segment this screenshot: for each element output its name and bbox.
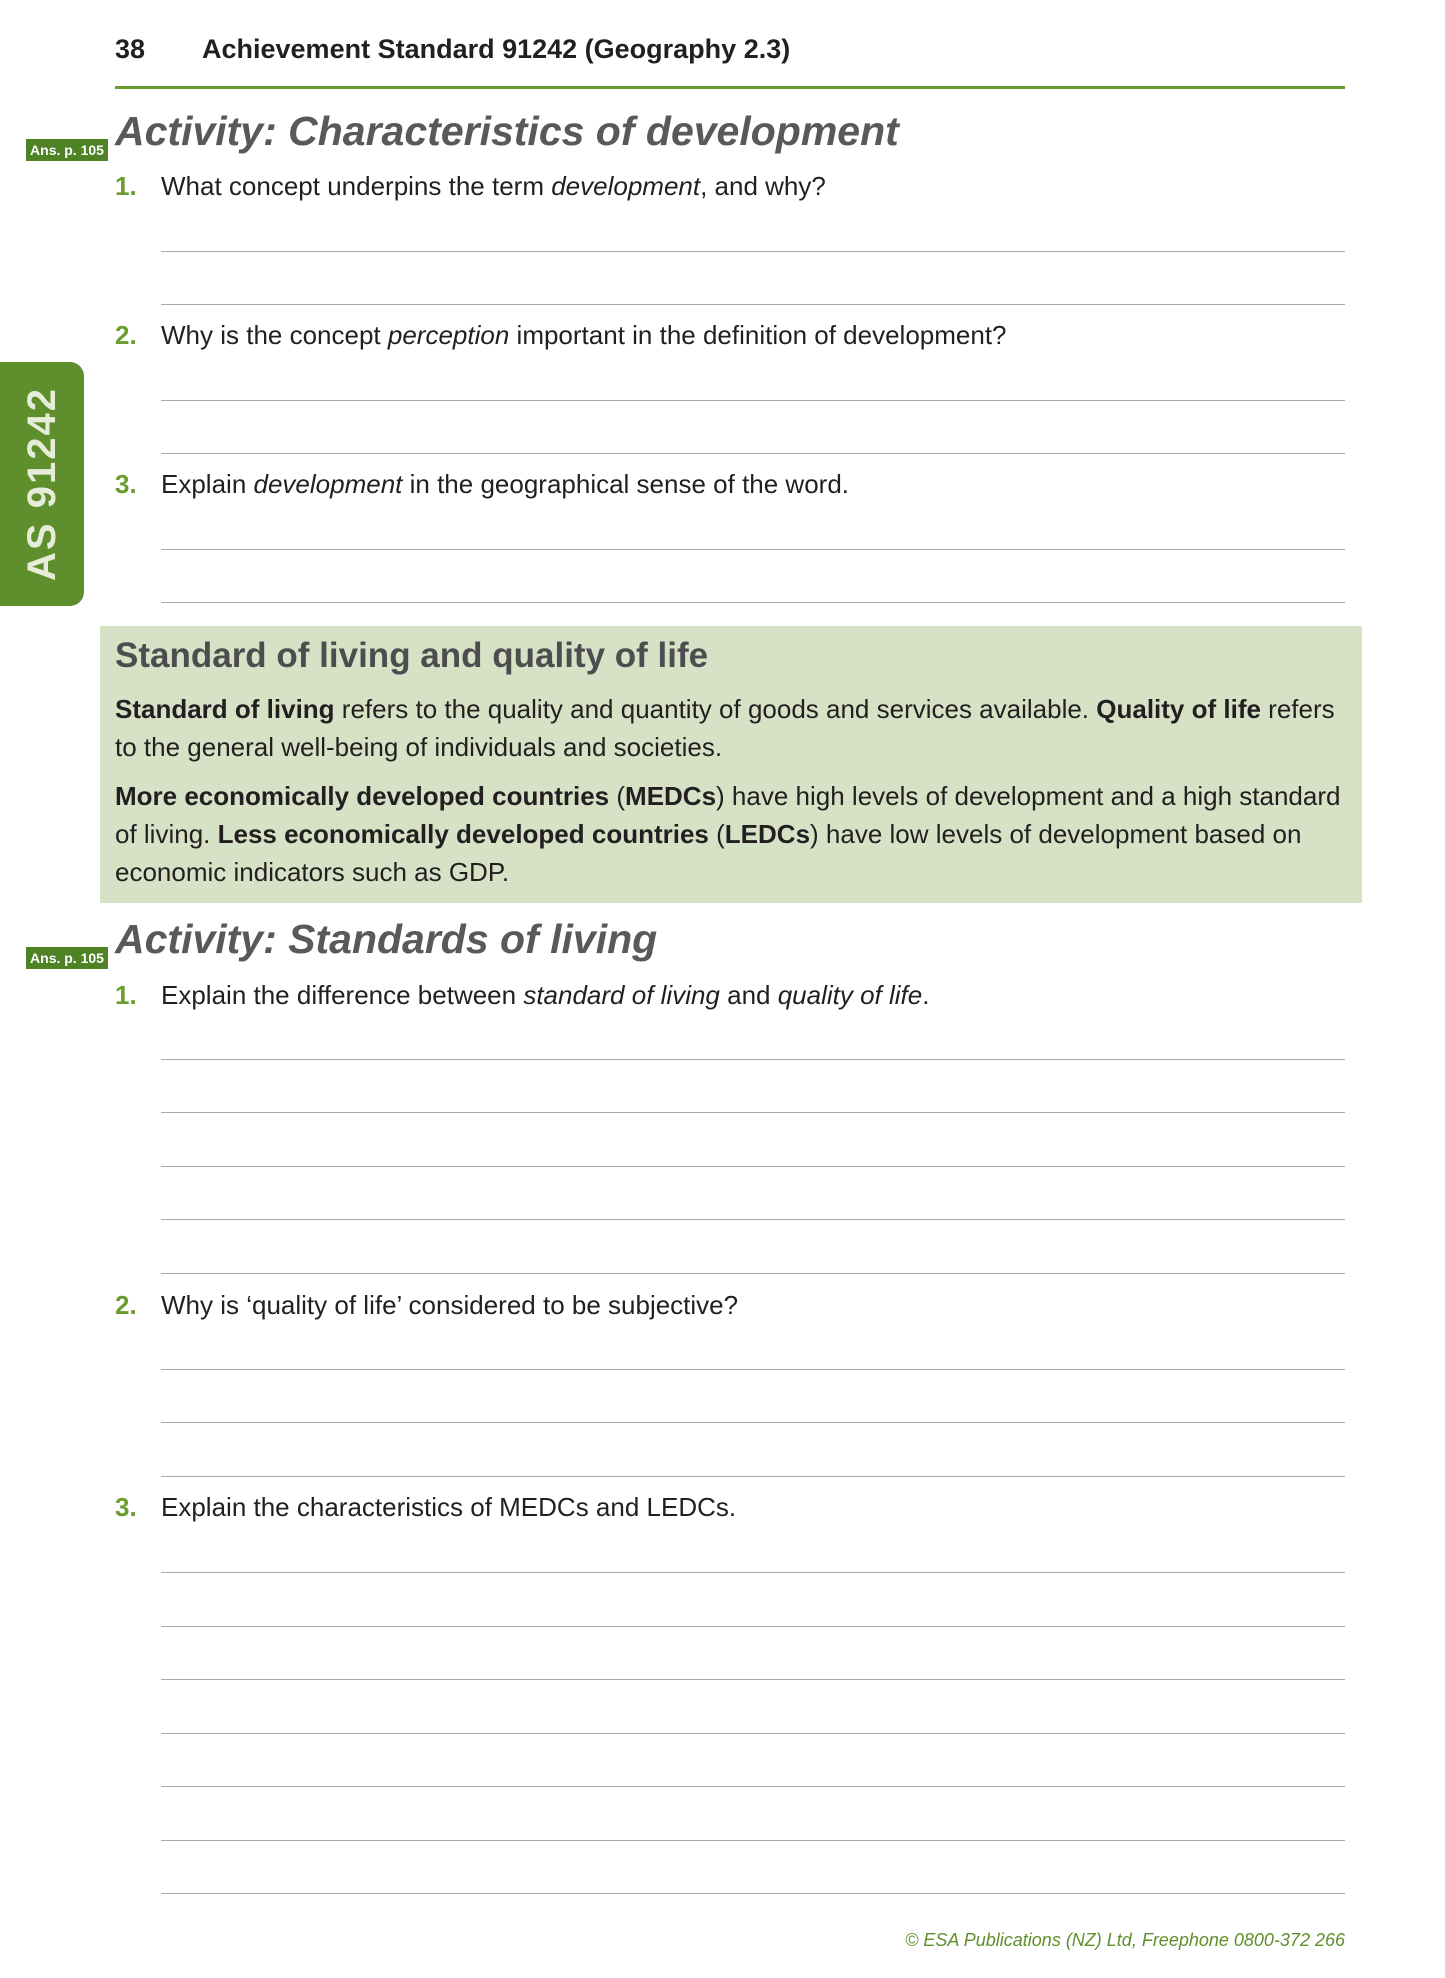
side-tab-label: AS 91242 — [20, 387, 64, 581]
question-number: 1. — [115, 171, 137, 201]
question-number: 1. — [115, 980, 137, 1010]
term: Less economically developed countries — [217, 819, 709, 849]
answer-line[interactable] — [161, 1273, 1345, 1274]
activity-title: Activity: Standards of living — [115, 916, 658, 962]
question-text: important in the definition of development? — [509, 320, 1007, 350]
question-text: in the geographical sense of the word. — [402, 469, 850, 499]
question-italic: quality of life — [777, 980, 923, 1010]
question-text: Explain — [161, 469, 254, 499]
question-text: Why is ‘quality of life’ considered to be subjective? — [161, 1290, 739, 1320]
answer-line[interactable] — [161, 400, 1345, 401]
question-3 — [115, 469, 849, 500]
answer-line[interactable] — [161, 1476, 1345, 1477]
answer-line[interactable] — [161, 1166, 1345, 1167]
question-text: Explain the characteristics of MEDCs and LEDCs. — [161, 1492, 737, 1522]
side-tab — [0, 362, 84, 606]
term: MEDCs — [625, 781, 717, 811]
question-2 — [115, 320, 1007, 351]
page-header — [115, 34, 1345, 89]
question-text: Explain the difference between — [161, 980, 524, 1010]
answer-page-badge: Ans. p. 105 — [26, 139, 108, 161]
paragraph-text: refers to the quality and quantity of goods and services available. — [334, 694, 1097, 724]
answer-line[interactable] — [161, 602, 1345, 603]
question-italic: standard of living — [523, 980, 720, 1010]
paragraph-text: ) have low levels of development based on economic indicators such as GDP. — [115, 819, 1302, 887]
question-2 — [115, 1290, 738, 1321]
answer-line[interactable] — [161, 1626, 1345, 1627]
question-number: 3. — [115, 469, 137, 499]
term: LEDCs — [724, 819, 811, 849]
paragraph-text: ( — [708, 819, 725, 849]
question-number: 2. — [115, 1290, 137, 1320]
answer-line[interactable] — [161, 453, 1345, 454]
answer-line[interactable] — [161, 1893, 1345, 1894]
term: Quality of life — [1096, 694, 1261, 724]
answer-line[interactable] — [161, 304, 1345, 305]
question-3 — [115, 1492, 736, 1523]
answer-line[interactable] — [161, 1572, 1345, 1573]
answer-line[interactable] — [161, 1840, 1345, 1841]
answer-line[interactable] — [161, 1219, 1345, 1220]
answer-line[interactable] — [161, 1786, 1345, 1787]
header-title: Achievement Standard 91242 (Geography 2.3) — [202, 34, 791, 64]
info-box-title: Standard of living and quality of life — [115, 636, 709, 675]
info-box — [100, 626, 1362, 903]
paragraph-text: ( — [609, 781, 626, 811]
question-italic: development — [551, 171, 701, 201]
question-text: and — [719, 980, 778, 1010]
question-1 — [115, 171, 826, 202]
answer-line[interactable] — [161, 1733, 1345, 1734]
question-text: , and why? — [700, 171, 826, 201]
paragraph-text: ) have high levels of development and a high standard of living. — [115, 781, 1341, 849]
answer-line[interactable] — [161, 1679, 1345, 1680]
question-text: What concept underpins the term — [161, 171, 552, 201]
page-number: 38 — [115, 34, 146, 64]
answer-line[interactable] — [161, 1422, 1345, 1423]
question-1 — [115, 980, 929, 1011]
question-text: Why is the concept — [161, 320, 388, 350]
term: Standard of living — [115, 694, 335, 724]
question-italic: perception — [387, 320, 510, 350]
answer-line[interactable] — [161, 1369, 1345, 1370]
answer-page-badge: Ans. p. 105 — [26, 947, 108, 969]
answer-line[interactable] — [161, 251, 1345, 252]
question-number: 2. — [115, 320, 137, 350]
footer-copyright: © ESA Publications (NZ) Ltd, Freephone 0800-372 266 — [905, 1930, 1345, 1950]
info-paragraph-1 — [115, 690, 1347, 766]
question-italic: development — [253, 469, 403, 499]
activity-title: Activity: Characteristics of development — [115, 108, 899, 154]
paragraph-text: refers to the general well-being of individuals and societies. — [115, 694, 1335, 762]
answer-line[interactable] — [161, 549, 1345, 550]
question-number: 3. — [115, 1492, 137, 1522]
answer-line[interactable] — [161, 1059, 1345, 1060]
answer-line[interactable] — [161, 1112, 1345, 1113]
question-text: . — [922, 980, 930, 1010]
info-paragraph-2 — [115, 777, 1347, 891]
term: More economically developed countries — [115, 781, 610, 811]
